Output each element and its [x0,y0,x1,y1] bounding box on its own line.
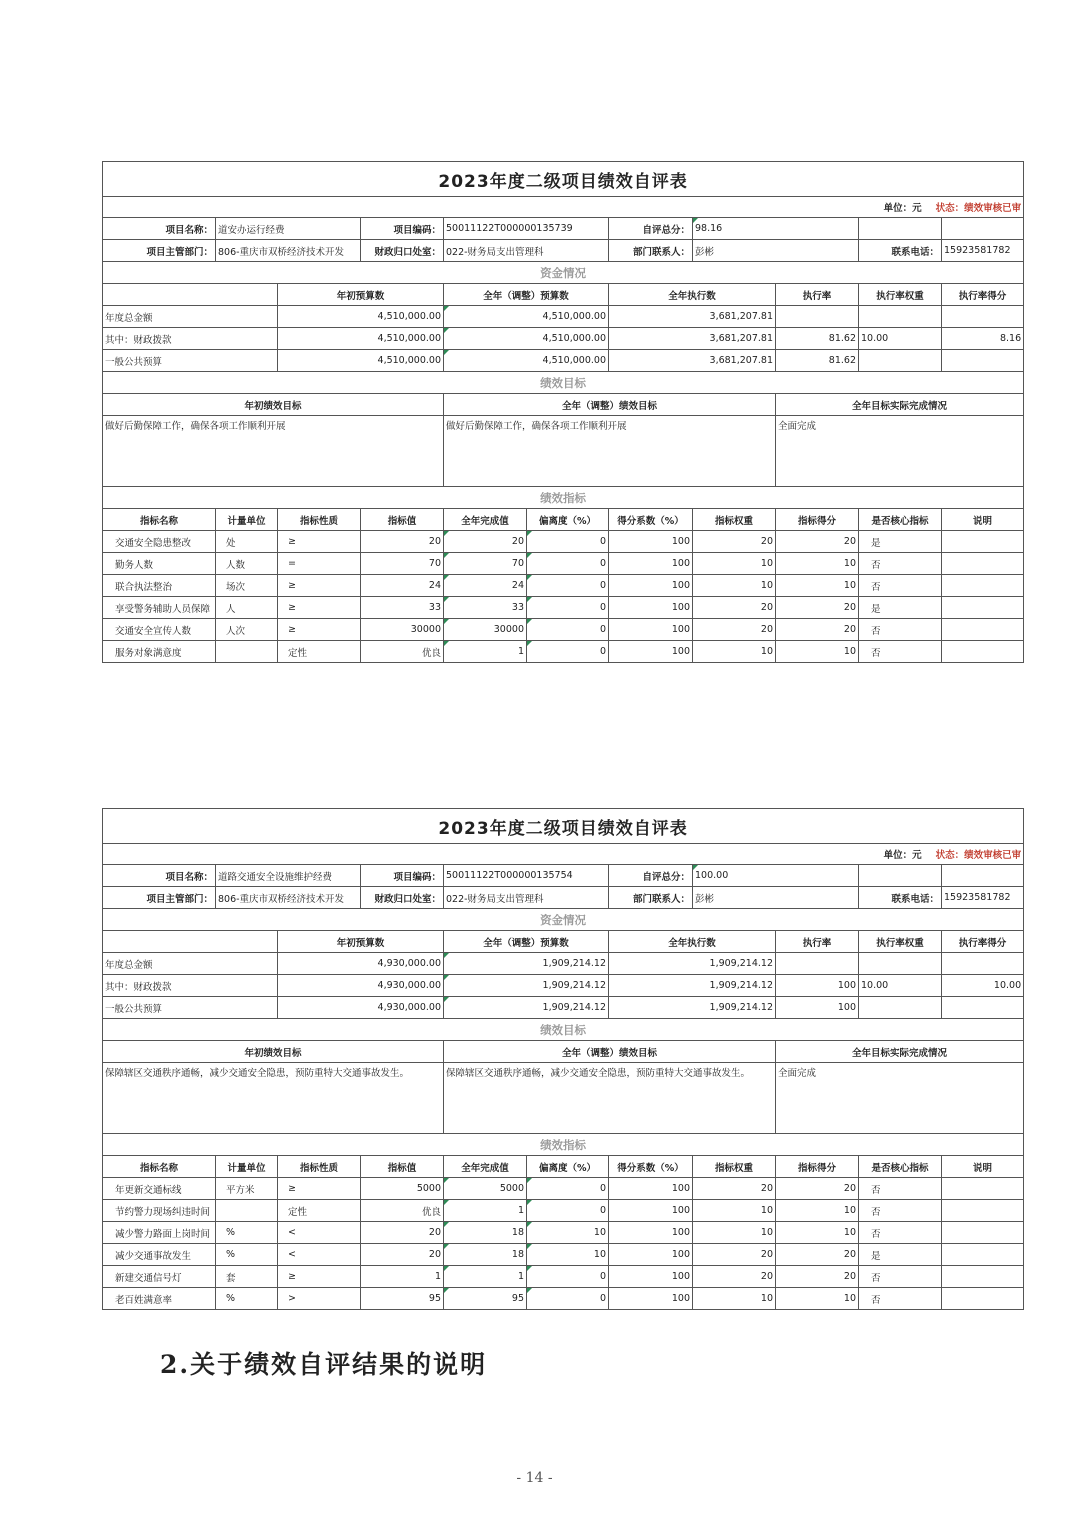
indicator-cell: 0 [527,619,609,641]
indicator-cell: 0 [527,1266,609,1288]
project-code: 50011122T000000135739 [444,218,609,240]
indicators-section-header: 绩效指标 [103,1134,1024,1156]
goals-row [103,416,1024,487]
indicator-cell: 5000 [444,1178,527,1200]
indicator-cell: 33 [444,597,527,619]
indicator-cell: ≥ [278,597,361,619]
unit-status-row: 单位：元 状态：绩效审核已审 [103,844,1024,865]
indicator-cell: 100 [609,1200,693,1222]
indicator-cell [216,1200,278,1222]
indicator-cell: 20 [776,1266,859,1288]
indicator-cell: 交通安全宣传人数 [103,619,216,641]
indicator-cell: 100 [609,575,693,597]
indicator-cell: ≥ [278,575,361,597]
indicator-cell: 18 [444,1222,527,1244]
indicator-cell: 33 [361,597,444,619]
info-row-2: 项目主管部门： 806-重庆市双桥经济技术开发 财政归口处室： 022-财务局支出管理科 部门联系人： 彭彬 联系电话： 15923581782 [103,887,1024,909]
indicator-row [103,531,1024,553]
info-row-1: 项目名称： 道安办运行经费 项目编码： 50011122T000000135739 自评总分： 98.16 [103,218,1024,240]
indicator-cell: 否 [859,1222,942,1244]
indicator-row [103,641,1024,663]
indicator-cell: 100 [609,531,693,553]
funds-row: 年度总金额 4,930,000.00 1,909,214.12 1,909,214.12 [103,953,1024,975]
indicator-cell: 20 [776,619,859,641]
funds-row: 其中：财政拨款 4,930,000.00 1,909,214.12 1,909,214.12 100 10.00 10.00 [103,975,1024,997]
indicators-body [103,1178,1024,1310]
indicator-row [103,575,1024,597]
indicator-cell: 人 [216,597,278,619]
indicator-cell: 场次 [216,575,278,597]
indicator-cell: 0 [527,553,609,575]
indicator-cell: 10 [693,641,776,663]
project-name: 道安办运行经费 [216,218,361,240]
indicator-cell: 20 [361,1244,444,1266]
indicator-row [103,1288,1024,1310]
indicator-cell: 95 [361,1288,444,1310]
indicator-cell: 1 [444,1200,527,1222]
indicator-cell: 100 [609,1244,693,1266]
finance-office: 022-财务局支出管理科 [444,240,609,262]
project-name: 道路交通安全设施维护经费 [216,865,361,887]
indicator-cell: 10 [527,1244,609,1266]
performance-table-1 [102,161,1024,663]
indicator-cell: ≥ [278,1266,361,1288]
indicator-cell: 否 [859,553,942,575]
indicator-cell: 24 [361,575,444,597]
indicator-cell: 否 [859,575,942,597]
indicator-cell: 0 [527,641,609,663]
contact: 彭彬 [693,240,859,262]
indicator-cell: 优良 [361,1200,444,1222]
indicator-cell: 70 [444,553,527,575]
indicator-cell: 20 [693,1244,776,1266]
indicator-cell: 20 [776,531,859,553]
indicator-cell: 20 [361,531,444,553]
indicator-cell: 10 [776,1288,859,1310]
indicator-cell: 0 [527,1200,609,1222]
indicator-cell: 服务对象满意度 [103,641,216,663]
indicator-row [103,1178,1024,1200]
indicator-cell: ≥ [278,1178,361,1200]
finance-office: 022-财务局支出管理科 [444,887,609,909]
info-row-2: 项目主管部门： 806-重庆市双桥经济技术开发 财政归口处室： 022-财务局支出管理科 部门联系人： 彭彬 联系电话： 15923581782 [103,240,1024,262]
indicator-cell: 年更新交通标线 [103,1178,216,1200]
indicator-cell [942,1244,1024,1266]
indicator-cell: 1 [444,1266,527,1288]
indicator-cell: 10 [776,1200,859,1222]
indicator-cell: 0 [527,575,609,597]
score: 100.00 [693,865,859,887]
indicator-cell: 10 [693,1222,776,1244]
indicator-cell: 10 [527,1222,609,1244]
score: 98.16 [693,218,859,240]
indicator-cell: 否 [859,1178,942,1200]
indicator-cell: 减少交通事故发生 [103,1244,216,1266]
indicator-cell: 老百姓满意率 [103,1288,216,1310]
info-row-1: 项目名称： 道路交通安全设施维护经费 项目编码： 50011122T000000135754 自评总分： 100.00 [103,865,1024,887]
indicator-cell: 节约警力现场纠违时间 [103,1200,216,1222]
indicator-cell: 10 [776,641,859,663]
status-badge: 状态：绩效审核已审 [935,850,1022,861]
indicator-cell: 处 [216,531,278,553]
indicator-cell: 20 [776,597,859,619]
adjusted-goal: 保障辖区交通秩序通畅，减少交通安全隐患，预防重特大交通事故发生。 [444,1063,776,1134]
indicator-cell [942,1288,1024,1310]
indicator-cell: 10 [776,1222,859,1244]
indicator-cell: 人数 [216,553,278,575]
indicator-cell: ≥ [278,531,361,553]
indicator-cell: 20 [693,531,776,553]
indicator-cell: 20 [361,1222,444,1244]
indicator-cell: 100 [609,1288,693,1310]
indicator-cell: 定性 [278,641,361,663]
page-number: - 14 - [516,1470,553,1486]
indicator-cell: 100 [609,619,693,641]
indicator-cell: 减少警力路面上岗时间 [103,1222,216,1244]
phone: 15923581782 [942,887,1024,909]
indicator-cell: 是 [859,597,942,619]
indicator-row [103,597,1024,619]
indicator-cell: 否 [859,619,942,641]
indicator-cell: 95 [444,1288,527,1310]
indicator-cell [216,641,278,663]
indicators-header-row: 指标名称 计量单位 指标性质 指标值 全年完成值 偏离度（%） 得分系数（%） 指标权重 指标得分 是否核心指标 说明 [103,509,1024,531]
indicator-cell: 10 [693,1200,776,1222]
project-code: 50011122T000000135754 [444,865,609,887]
indicator-cell: = [278,553,361,575]
unit-status-row: 单位：元 状态：绩效审核已审 [103,197,1024,218]
table-title: 2023年度二级项目绩效自评表 [103,162,1024,197]
funds-section-header: 资金情况 [103,909,1024,931]
indicator-cell: 18 [444,1244,527,1266]
goals-row [103,1063,1024,1134]
indicator-cell [942,553,1024,575]
indicator-cell: 0 [527,1178,609,1200]
indicator-cell: 20 [693,1178,776,1200]
funds-row: 一般公共预算 4,510,000.00 4,510,000.00 3,681,207.81 81.62 [103,350,1024,372]
table-title: 2023年度二级项目绩效自评表 [103,809,1024,844]
indicator-cell: 10 [776,575,859,597]
funds-section-header: 资金情况 [103,262,1024,284]
phone: 15923581782 [942,240,1024,262]
goals-header-row: 年初绩效目标 全年（调整）绩效目标 全年目标实际完成情况 [103,394,1024,416]
indicator-cell: 100 [609,1266,693,1288]
indicator-cell: 否 [859,1266,942,1288]
indicator-cell: 20 [776,1178,859,1200]
indicator-cell [942,575,1024,597]
indicator-cell [942,1266,1024,1288]
indicator-cell: 20 [693,597,776,619]
department: 806-重庆市双桥经济技术开发 [216,887,361,909]
adjusted-goal: 做好后勤保障工作，确保各项工作顺利开展 [444,416,776,487]
funds-row: 年度总金额 4,510,000.00 4,510,000.00 3,681,207.81 [103,306,1024,328]
indicator-cell: 10 [693,1288,776,1310]
funds-header-row: 年初预算数 全年（调整）预算数 全年执行数 执行率 执行率权重 执行率得分 [103,931,1024,953]
indicator-cell: 否 [859,1288,942,1310]
section-heading: 2.关于绩效自评结果的说明 [160,1350,488,1379]
indicator-cell: 20 [693,1266,776,1288]
indicator-cell: 24 [444,575,527,597]
funds-row: 其中：财政拨款 4,510,000.00 4,510,000.00 3,681,207.81 81.62 10.00 8.16 [103,328,1024,350]
indicator-cell: % [216,1244,278,1266]
indicator-cell: 否 [859,1200,942,1222]
indicator-cell: 30000 [361,619,444,641]
indicator-cell: 人次 [216,619,278,641]
funds-row: 一般公共预算 4,930,000.00 1,909,214.12 1,909,214.12 100 [103,997,1024,1019]
indicator-cell: 套 [216,1266,278,1288]
indicator-cell: 10 [693,575,776,597]
indicator-cell: 20 [444,531,527,553]
indicator-cell: 是 [859,531,942,553]
indicator-cell: 100 [609,1222,693,1244]
indicator-cell: ≥ [278,619,361,641]
indicator-cell [942,619,1024,641]
indicator-cell: 5000 [361,1178,444,1200]
indicator-row [103,1200,1024,1222]
indicator-cell: 享受警务辅助人员保障 [103,597,216,619]
indicator-cell: 联合执法整治 [103,575,216,597]
indicator-cell [942,1178,1024,1200]
indicator-cell [942,597,1024,619]
indicator-cell [942,641,1024,663]
indicator-cell: 10 [776,553,859,575]
indicator-cell: 100 [609,1178,693,1200]
indicator-cell: 1 [444,641,527,663]
indicator-row [103,1222,1024,1244]
indicator-cell [942,1222,1024,1244]
indicator-cell: 20 [776,1244,859,1266]
indicator-cell: < [278,1244,361,1266]
indicator-cell: 否 [859,641,942,663]
contact: 彭彬 [693,887,859,909]
indicator-cell: 0 [527,1288,609,1310]
indicators-section-header: 绩效指标 [103,487,1024,509]
indicator-cell: 0 [527,531,609,553]
indicators-header-row: 指标名称 计量单位 指标性质 指标值 全年完成值 偏离度（%） 得分系数（%） 指标权重 指标得分 是否核心指标 说明 [103,1156,1024,1178]
indicator-cell: 新建交通信号灯 [103,1266,216,1288]
initial-goal: 保障辖区交通秩序通畅，减少交通安全隐患，预防重特大交通事故发生。 [103,1063,444,1134]
indicator-cell: 定性 [278,1200,361,1222]
indicator-cell: > [278,1288,361,1310]
status-badge: 状态：绩效审核已审 [935,203,1022,214]
indicators-body [103,531,1024,663]
indicator-cell: 平方米 [216,1178,278,1200]
indicator-row [103,1244,1024,1266]
indicator-cell: 1 [361,1266,444,1288]
indicator-cell [942,1200,1024,1222]
indicator-row [103,619,1024,641]
indicator-cell [942,531,1024,553]
indicator-cell: % [216,1288,278,1310]
goals-section-header: 绩效目标 [103,1019,1024,1041]
indicator-cell: 勤务人数 [103,553,216,575]
department: 806-重庆市双桥经济技术开发 [216,240,361,262]
indicator-cell: 0 [527,597,609,619]
goals-section-header: 绩效目标 [103,372,1024,394]
indicator-row [103,553,1024,575]
indicator-cell: < [278,1222,361,1244]
goals-header-row: 年初绩效目标 全年（调整）绩效目标 全年目标实际完成情况 [103,1041,1024,1063]
indicator-cell: % [216,1222,278,1244]
indicator-cell: 10 [693,553,776,575]
indicator-cell: 30000 [444,619,527,641]
indicator-cell: 交通安全隐患整改 [103,531,216,553]
indicator-cell: 100 [609,641,693,663]
funds-header-row: 年初预算数 全年（调整）预算数 全年执行数 执行率 执行率权重 执行率得分 [103,284,1024,306]
indicator-cell: 100 [609,597,693,619]
goal-completion: 全面完成 [776,416,1024,487]
indicator-cell: 20 [693,619,776,641]
goal-completion: 全面完成 [776,1063,1024,1134]
indicator-cell: 是 [859,1244,942,1266]
initial-goal: 做好后勤保障工作，确保各项工作顺利开展 [103,416,444,487]
indicator-cell: 70 [361,553,444,575]
indicator-row [103,1266,1024,1288]
indicator-cell: 优良 [361,641,444,663]
indicator-cell: 100 [609,553,693,575]
performance-table-2 [102,808,1024,1310]
